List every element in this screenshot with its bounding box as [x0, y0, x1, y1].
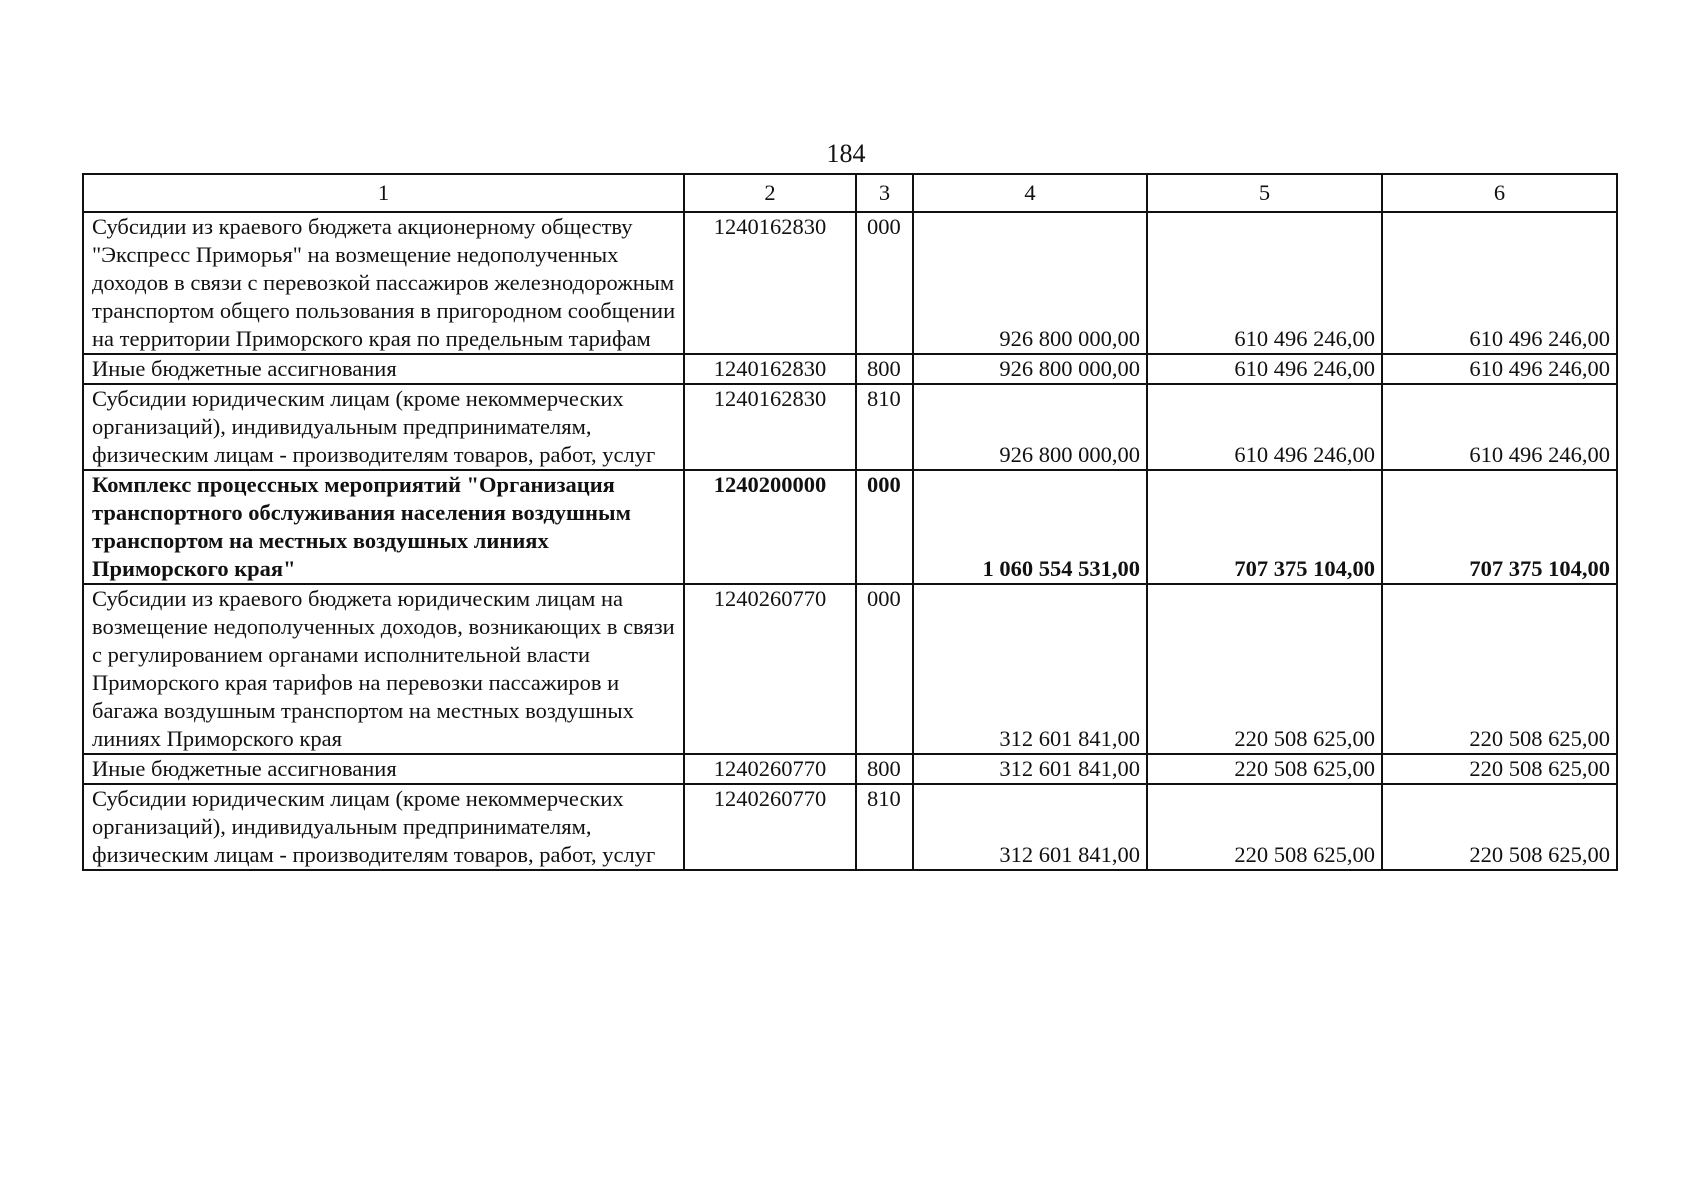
row-expense-type-cell: 800 [856, 354, 913, 384]
row-code-cell: 1240200000 [684, 470, 856, 584]
column-header: 6 [1382, 174, 1617, 212]
row-amount-col6-cell: 610 496 246,00 [1382, 384, 1617, 470]
row-name-cell: Субсидии из краевого бюджета юридическим лицам на возмещение недополученных доходов, возникающих в связи с регулированием органами исполнительной власти Приморского края тарифов на перевозки пассажиров и багажа воздушным транспортом на местных воздушных линиях Приморского края [83, 584, 684, 754]
row-amount-col5-cell: 220 508 625,00 [1147, 784, 1382, 870]
table-row [83, 384, 1617, 470]
row-amount-col6-cell: 220 508 625,00 [1382, 784, 1617, 870]
row-amount-col5-cell: 707 375 104,00 [1147, 470, 1382, 584]
row-amount-col5-cell: 610 496 246,00 [1147, 212, 1382, 354]
row-code-cell: 1240260770 [684, 784, 856, 870]
row-code-cell: 1240162830 [684, 384, 856, 470]
row-code-cell: 1240260770 [684, 754, 856, 784]
column-header: 3 [856, 174, 913, 212]
table-row [83, 754, 1617, 784]
row-amount-col4-cell: 926 800 000,00 [913, 212, 1147, 354]
table-row [83, 784, 1617, 870]
row-expense-type-cell: 810 [856, 384, 913, 470]
row-amount-col5-cell: 220 508 625,00 [1147, 754, 1382, 784]
row-name-cell: Субсидии юридическим лицам (кроме некоммерческих организаций), индивидуальным предпринимателям, физическим лицам - производителям товаров, работ, услуг [83, 784, 684, 870]
row-name-cell: Комплекс процессных мероприятий "Организация транспортного обслуживания населения воздушным транспортом на местных воздушных линиях Приморского края" [83, 470, 684, 584]
row-amount-col4-cell: 1 060 554 531,00 [913, 470, 1147, 584]
row-amount-col6-cell: 610 496 246,00 [1382, 354, 1617, 384]
row-expense-type-cell: 800 [856, 754, 913, 784]
row-amount-col6-cell: 610 496 246,00 [1382, 212, 1617, 354]
row-amount-col6-cell: 220 508 625,00 [1382, 584, 1617, 754]
column-header: 5 [1147, 174, 1382, 212]
row-amount-col4-cell: 312 601 841,00 [913, 754, 1147, 784]
row-code-cell: 1240260770 [684, 584, 856, 754]
row-expense-type-cell: 810 [856, 784, 913, 870]
row-amount-col5-cell: 610 496 246,00 [1147, 354, 1382, 384]
row-name-cell: Субсидии юридическим лицам (кроме некоммерческих организаций), индивидуальным предпринимателям, физическим лицам - производителям товаров, работ, услуг [83, 384, 684, 470]
page-number: 184 [826, 139, 866, 168]
row-amount-col4-cell: 926 800 000,00 [913, 354, 1147, 384]
row-name-cell: Иные бюджетные ассигнования [83, 354, 684, 384]
row-amount-col4-cell: 926 800 000,00 [913, 384, 1147, 470]
table-header-row [83, 174, 1617, 212]
table-row [83, 212, 1617, 354]
row-amount-col6-cell: 707 375 104,00 [1382, 470, 1617, 584]
row-amount-col5-cell: 610 496 246,00 [1147, 384, 1382, 470]
row-name-cell: Субсидии из краевого бюджета акционерному обществу "Экспресс Приморья" на возмещение недополученных доходов в связи с перевозкой пассажиров железнодорожным транспортом общего пользования в пригородном сообщении на территории Приморского края по предельным тарифам [83, 212, 684, 354]
row-expense-type-cell: 000 [856, 584, 913, 754]
table-row [83, 470, 1617, 584]
row-amount-col5-cell: 220 508 625,00 [1147, 584, 1382, 754]
row-expense-type-cell: 000 [856, 212, 913, 354]
row-name-cell: Иные бюджетные ассигнования [83, 754, 684, 784]
row-code-cell: 1240162830 [684, 354, 856, 384]
table-row [83, 354, 1617, 384]
row-expense-type-cell: 000 [856, 470, 913, 584]
column-header: 2 [684, 174, 856, 212]
row-amount-col4-cell: 312 601 841,00 [913, 784, 1147, 870]
row-amount-col6-cell: 220 508 625,00 [1382, 754, 1617, 784]
budget-table [82, 173, 1618, 871]
column-header: 1 [83, 174, 684, 212]
table-row [83, 584, 1617, 754]
column-header: 4 [913, 174, 1147, 212]
row-amount-col4-cell: 312 601 841,00 [913, 584, 1147, 754]
row-code-cell: 1240162830 [684, 212, 856, 354]
